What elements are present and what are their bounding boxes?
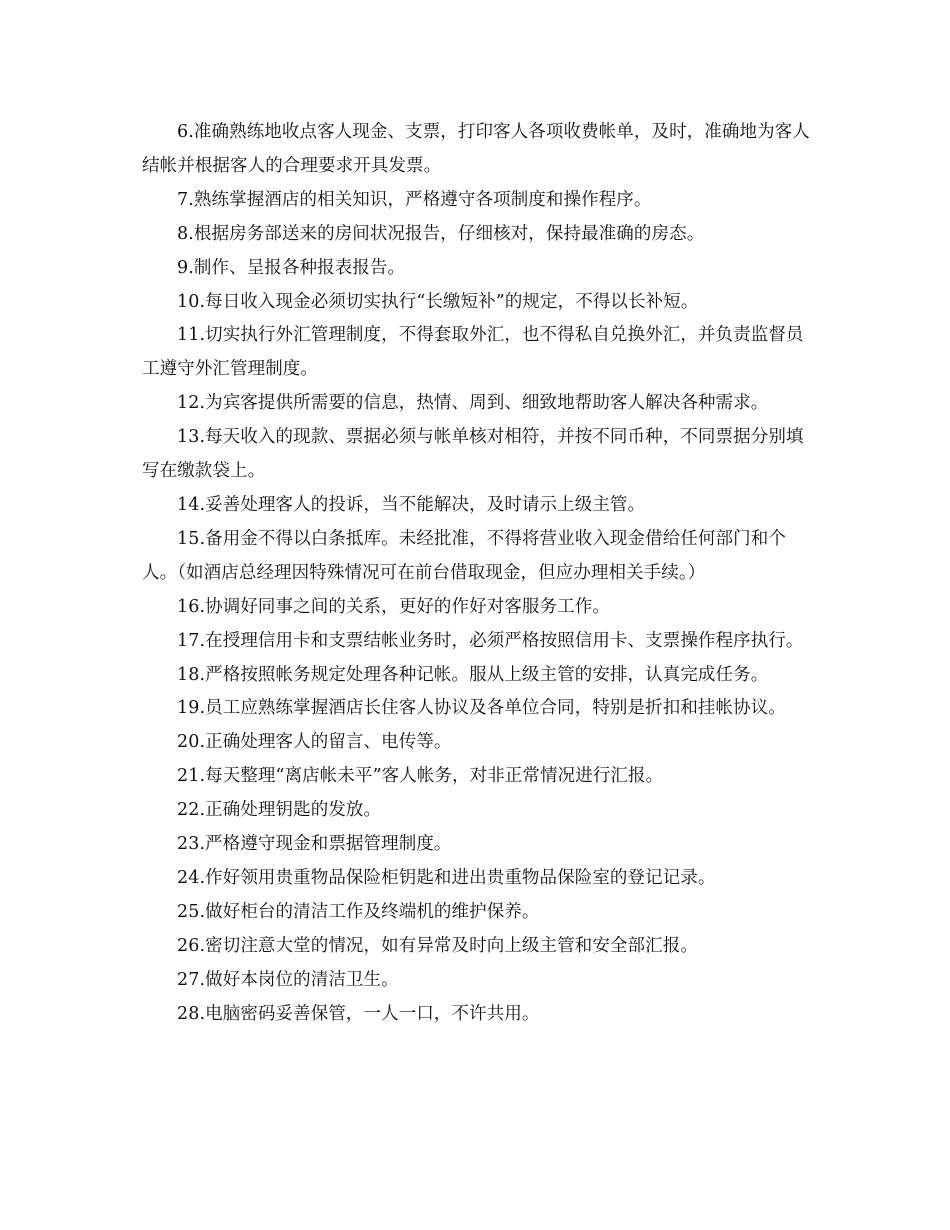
list-item-24: 24.作好领用贵重物品保险柜钥匙和进出贵重物品保险室的登记记录。 [177,867,716,888]
list-item-6: 6.准确熟练地收点客人现金、支票，打印客人各项收费帐单，及时，准确地为客人结帐并根据客人的合理要求开具发票。 [142,122,810,176]
list-item-20: 20.正确处理客人的留言、电传等。 [177,732,452,753]
list-item-25: 25.做好柜台的清洁工作及终端机的维护保养。 [177,901,540,922]
list-item-23: 23.严格遵守现金和票据管理制度。 [177,834,452,855]
list-item-26: 26.密切注意大堂的情况，如有异常及时向上级主管和安全部汇报。 [177,935,698,956]
list-item-15: 15.备用金不得以白条抵库。未经批准，不得将营业收入现金借给任何部门和个人。（如酒店总经理因特殊情况可在前台借取现金，但应办理相关手续。） [142,528,786,583]
list-item-12: 12.为宾客提供所需要的信息，热情、周到、细致地帮助客人解决各种需求。 [177,393,769,414]
list-item-8: 8.根据房务部送来的房间状况报告，仔细核对，保持最准确的房态。 [177,223,705,244]
list-item-27: 27.做好本岗位的清洁卫生。 [177,969,399,990]
document-body [142,116,810,1031]
list-item-9: 9.制作、呈报各种报表报告。 [177,257,406,278]
list-item-16: 16.协调好同事之间的关系，更好的作好对客服务工作。 [177,596,610,617]
list-item-28: 28.电脑密码妥善保管，一人一口，不许共用。 [177,1003,540,1024]
list-item-11: 11.切实执行外汇管理制度，不得套取外汇，也不得私自兑换外汇，并负责监督员工遵守外汇管理制度。 [142,325,804,380]
list-item-17: 17.在授理信用卡和支票结帐业务时，必须严格按照信用卡、支票操作程序执行。 [177,630,804,651]
list-item-14: 14.妥善处理客人的投诉，当不能解决，及时请示上级主管。 [177,494,646,515]
list-item-19: 19.员工应熟练掌握酒店长住客人协议及各单位合同，特别是折扣和挂帐协议。 [177,698,786,719]
list-item-13: 13.每天收入的现款、票据必须与帐单核对相符，并按不同币种，不同票据分别填写在缴款袋上。 [142,427,804,482]
list-item-21: 21.每天整理“离店帐未平”客人帐务，对非正常情况进行汇报。 [177,766,664,787]
list-item-22: 22.正确处理钥匙的发放。 [177,800,382,821]
list-item-18: 18.严格按照帐务规定处理各种记帐。服从上级主管的安排，认真完成任务。 [177,664,769,685]
list-item-10: 10.每日收入现金必须切实执行“长缴短补”的规定，不得以长补短。 [177,291,699,312]
list-item-7: 7.熟练掌握酒店的相关知识，严格遵守各项制度和操作程序。 [177,189,652,210]
